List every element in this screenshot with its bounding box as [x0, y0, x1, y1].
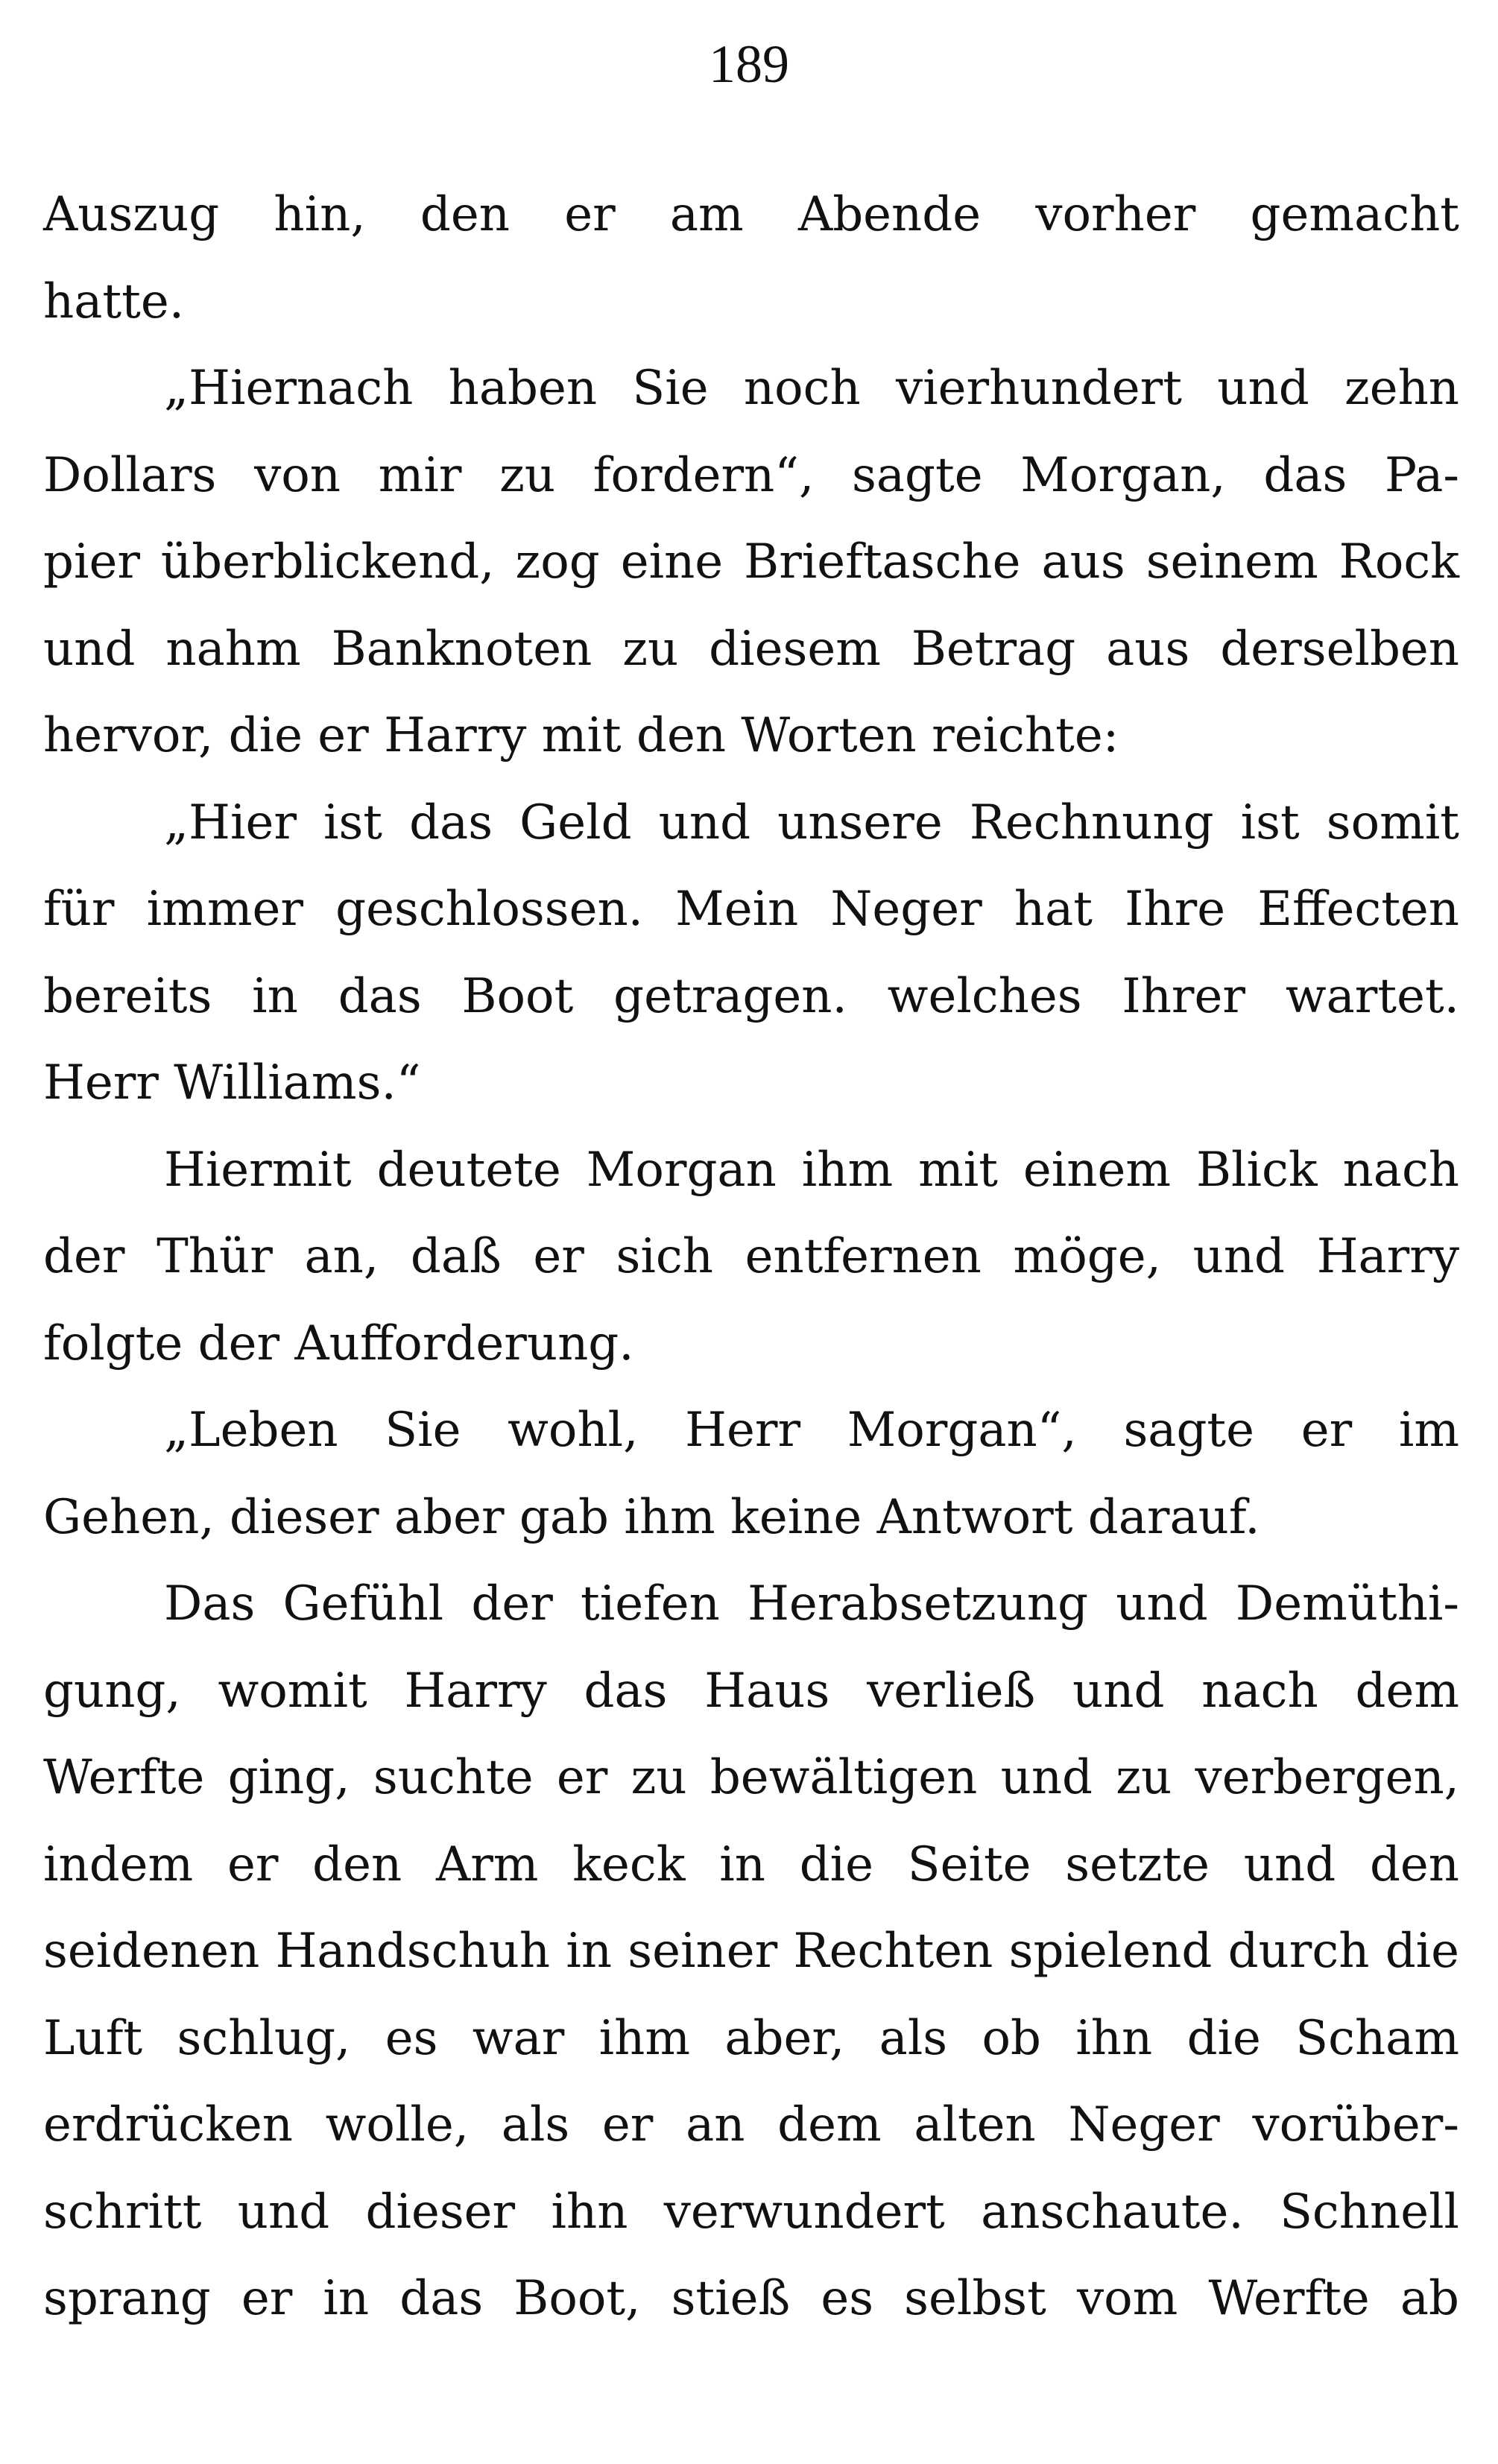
- text-line: sprang er in das Boot, stieß es selbst vom Werfte ab: [43, 2271, 1459, 2326]
- text-line: folgte der Aufforderung.: [43, 1315, 634, 1371]
- text-line: für immer geschlossen. Mein Neger hat Ihre Effecten: [43, 882, 1459, 937]
- text-line: Auszug hin, den er am Abende vorher gemacht: [43, 187, 1459, 242]
- text-line: Das Gefühl der tiefen Herabsetzung und Demüthi-: [164, 1576, 1459, 1631]
- text-line: „Hiernach haben Sie noch vierhundert und zehn: [164, 361, 1459, 416]
- body-text: [43, 171, 1459, 2343]
- text-line: Hiermit deutete Morgan ihm mit einem Blick nach: [164, 1142, 1459, 1198]
- text-line: pier überblickend, zog eine Brieftasche aus seinem Rock: [43, 534, 1459, 590]
- text-line: erdrücken wolle, als er an dem alten Neger vorüber-: [43, 2097, 1459, 2152]
- text-line: Gehen, dieser aber gab ihm keine Antwort darauf.: [43, 1489, 1260, 1545]
- page-number: 189: [709, 34, 789, 94]
- text-line: und nahm Banknoten zu diesem Betrag aus derselben: [43, 621, 1459, 677]
- text-line: gung, womit Harry das Haus verließ und nach dem: [43, 1663, 1459, 1719]
- text-line: der Thür an, daß er sich entfernen möge, und Harry: [43, 1229, 1459, 1284]
- text-line: Luft schlug, es war ihm aber, als ob ihn die Scham: [43, 2010, 1459, 2066]
- text-line: Dollars von mir zu fordern“, sagte Morgan, das Pa-: [43, 447, 1459, 503]
- text-line: Werfte ging, suchte er zu bewältigen und zu verbergen,: [43, 1750, 1459, 1805]
- text-line: „Hier ist das Geld und unsere Rechnung ist somit: [164, 795, 1459, 850]
- text-line: indem er den Arm keck in die Seite setzte und den: [43, 1836, 1459, 1892]
- text-line: seidenen Handschuh in seiner Rechten spielend durch die: [43, 1924, 1459, 1979]
- text-line: „Leben Sie wohl, Herr Morgan“, sagte er im: [164, 1403, 1459, 1458]
- text-line: hervor, die er Harry mit den Worten reichte:: [43, 708, 1119, 763]
- text-line: hatte.: [43, 274, 185, 329]
- text-line: Herr Williams.“: [43, 1055, 421, 1111]
- text-line: schritt und dieser ihn verwundert anschaute. Schnell: [43, 2184, 1459, 2240]
- text-line: bereits in das Boot getragen. welches Ihrer wartet.: [43, 968, 1459, 1024]
